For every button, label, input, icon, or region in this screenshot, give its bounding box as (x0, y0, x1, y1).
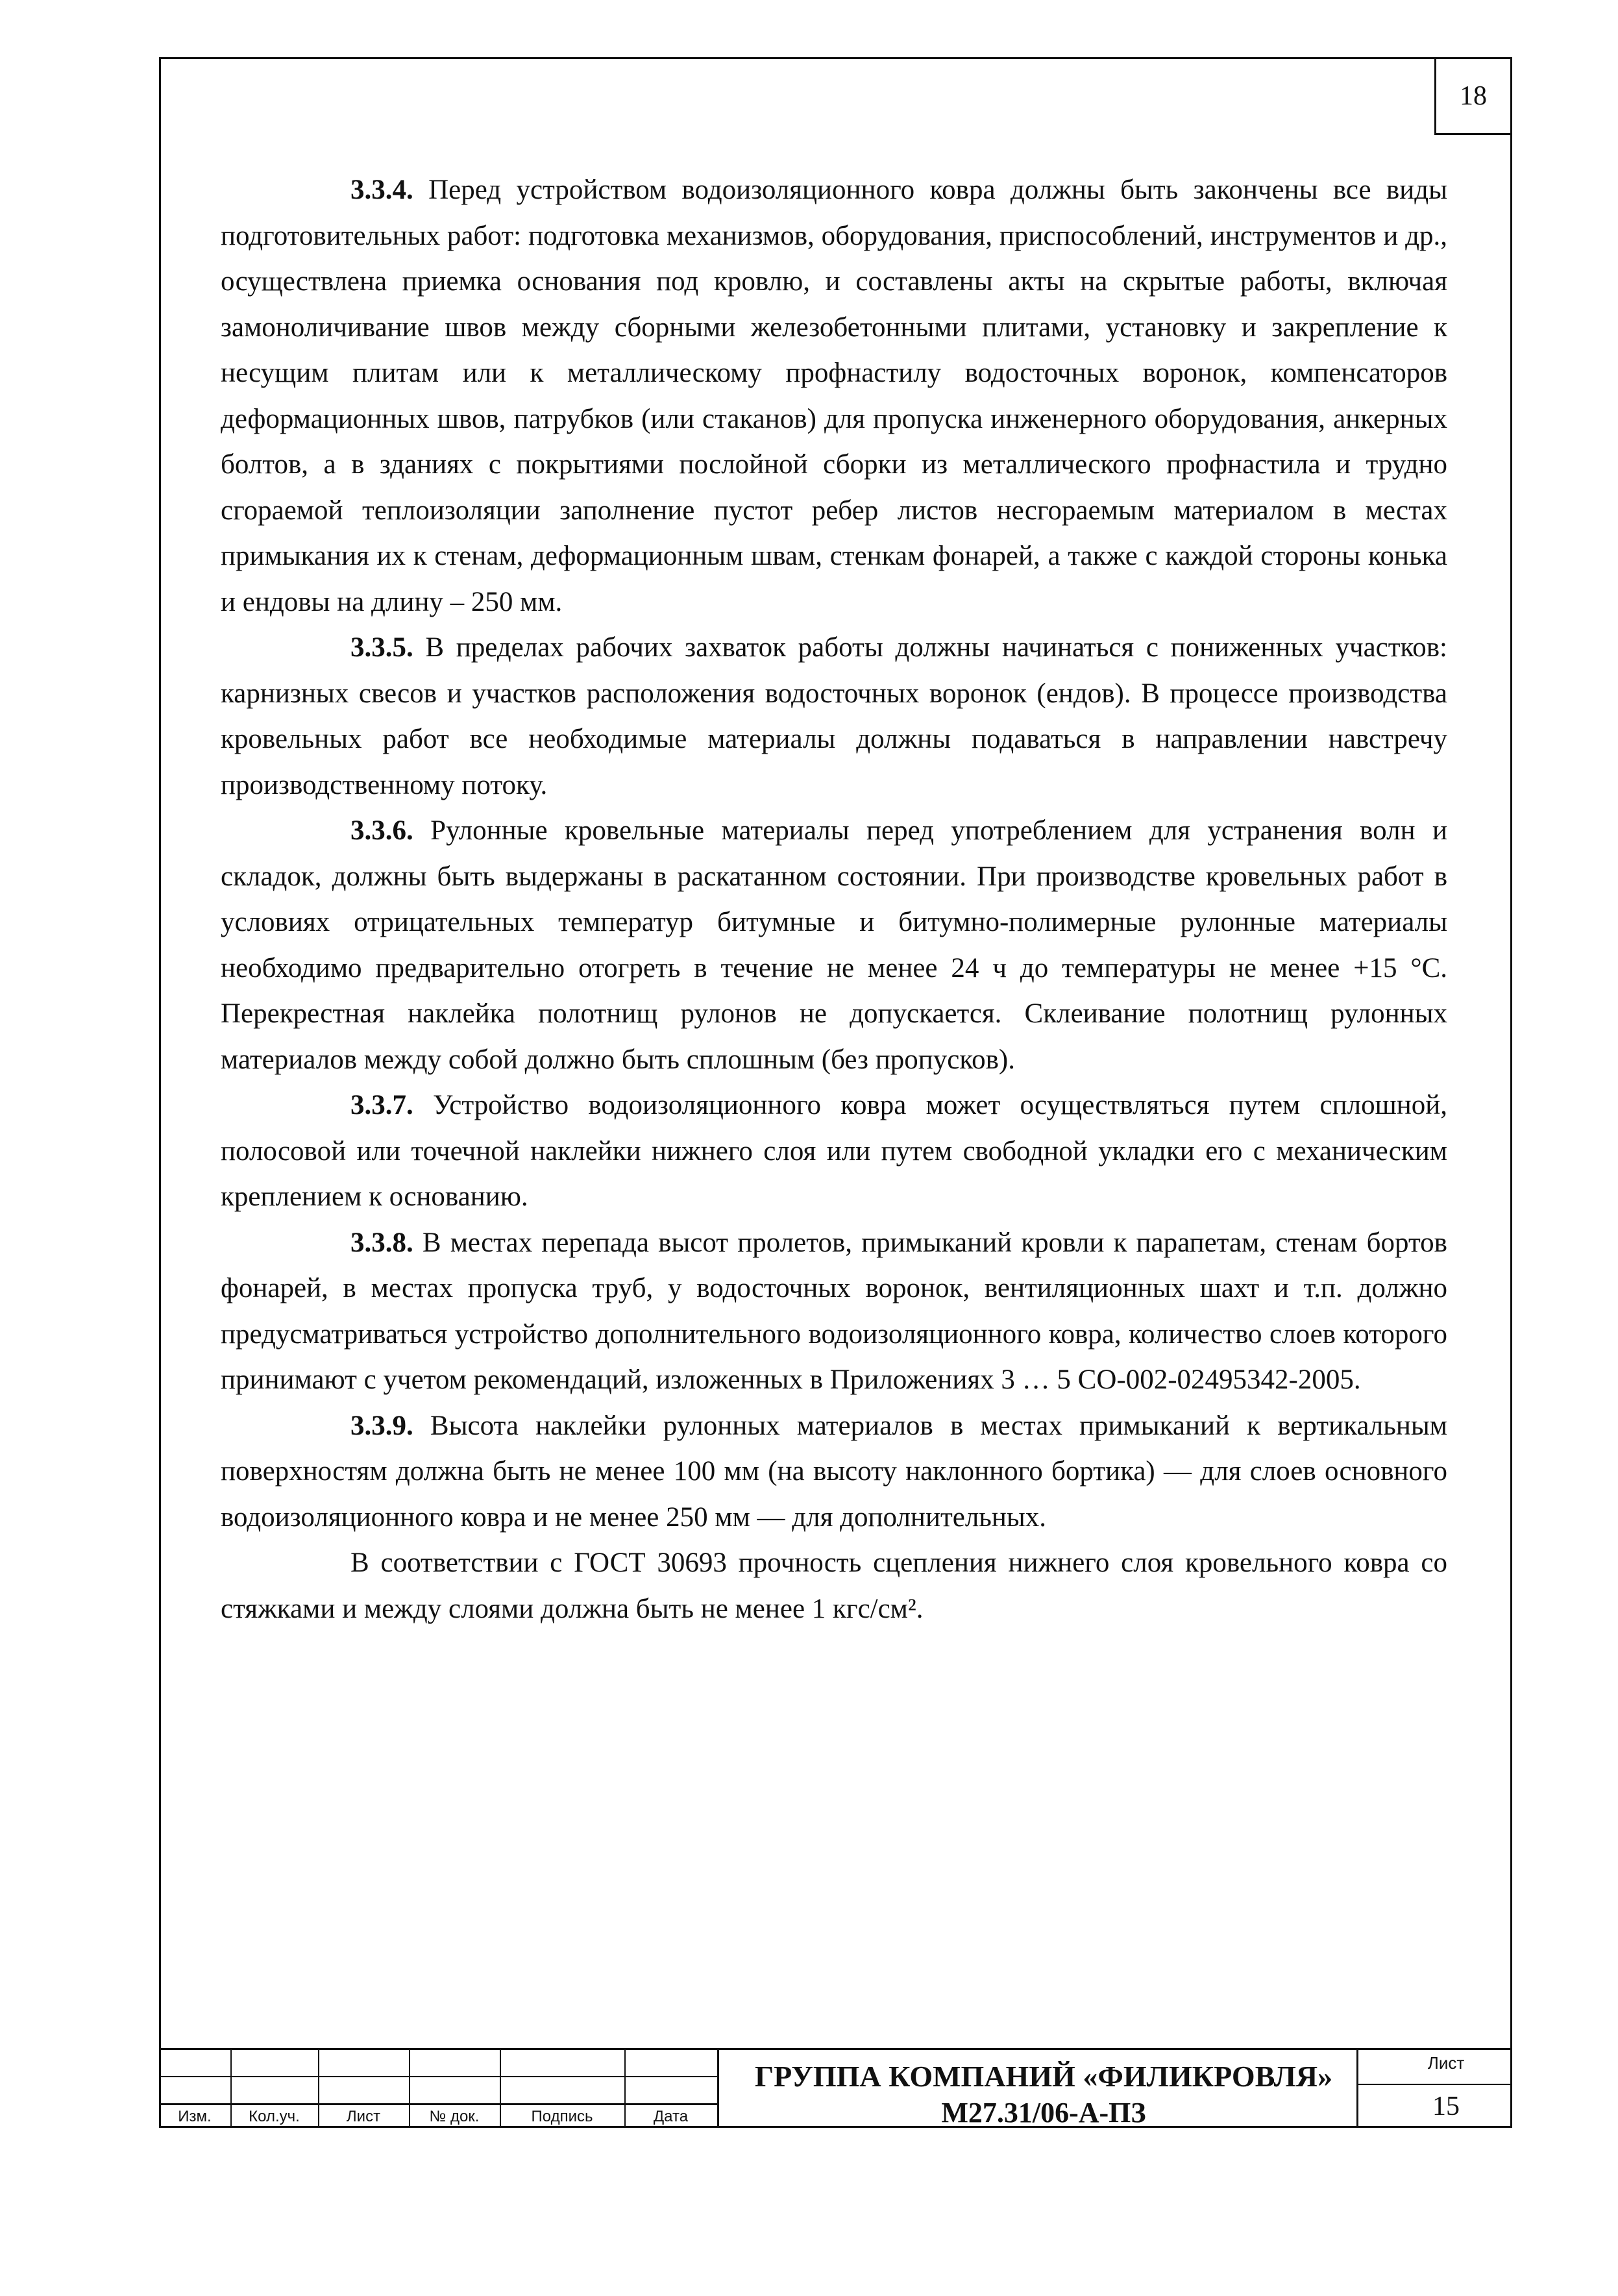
clause-text: Рулонные кровельные материалы перед употреблением для устранения волн и складок, должны быть выдержаны в раскатанном состоянии. При производстве кровельных работ в условиях отрицательных температур битумные и битумно-полимерные рулонные материалы необходимо предварительно отогреть в течение не менее 24 ч до температуры не менее +15 °С. Перекрестная наклейка полотнищ рулонов не допускается. Склеивание полотнищ рулонных материалов между собой должно быть сплошным (без пропусков). (221, 815, 1447, 1075)
paragraph-gost (221, 1540, 1447, 1632)
clause-number: 3.3.6. (350, 815, 413, 846)
stamp-col-n-dok: № док. (429, 2108, 480, 2125)
clause-text: В пределах рабочих захваток работы должны начинаться с пониженных участков: карнизных свесов и участков расположения водосточных воронок (ендов). В процессе производства кровельных работ все необходимые материалы должны подаваться в направлении навстречу производственному потоку. (221, 632, 1447, 800)
clause-text: В соответствии с ГОСТ 30693 прочность сцепления нижнего слоя кровельного ковра со стяжками и между слоями должна быть не менее 1 кгс/см². (221, 1548, 1447, 1624)
paragraph-3-3-8 (221, 1220, 1447, 1403)
sheet-label: Лист (1427, 2053, 1465, 2073)
stamp-col-podpis: Подпись (531, 2108, 593, 2125)
clause-text: Перед устройством водоизоляционного ковра должны быть закончены все виды подготовительных работ: подготовка механизмов, оборудования, приспособлений, инструментов и др., осуществлена приемка основания под кровлю, и составлены акты на скрытые работы, включая замоноличивание швов между сборными железобетонными плитами, установку и закрепление к несущим плитам или к металлическому профнастилу водосточных воронок, компенсаторов деформационных швов, патрубков (или стаканов) для пропуска инженерного оборудования, анкерных болтов, а в зданиях с покрытиями послойной сборки из металлического профнастила и трудно сгораемой теплоизоляции заполнение пустот ребер листов несгораемым материалом в местах примыкания их к стенам, деформационным швам, стенкам фонарей, а также с каждой стороны конька и ендовы на длину – 250 мм. (221, 175, 1447, 617)
stamp-col-kol-uch: Кол.уч. (249, 2108, 300, 2125)
paragraph-3-3-6 (221, 808, 1447, 1083)
stamp-col-list: Лист (346, 2108, 381, 2125)
clause-number: 3.3.5. (350, 632, 413, 663)
organization-name: ГРУППА КОМПАНИЙ «ФИЛИКРОВЛЯ» (754, 2060, 1333, 2093)
sheet-number: 15 (1432, 2092, 1460, 2121)
clause-number: 3.3.8. (350, 1227, 413, 1258)
paragraph-3-3-7 (221, 1083, 1447, 1220)
clause-number: 3.3.9. (350, 1410, 413, 1441)
stamp-col-data: Дата (653, 2108, 689, 2125)
clause-number: 3.3.4. (350, 175, 413, 205)
clause-text: В местах перепада высот пролетов, примыканий кровли к парапетам, стенам бортов фонарей, в местах пропуска труб, у водосточных воронок, вентиляционных шахт и т.п. должно предусматриваться устройство дополнительного водоизоляционного ковра, количество слоев которого принимают с учетом рекомендаций, изложенных в Приложениях 3 … 5 СО-002-02495342-2005. (221, 1227, 1447, 1395)
document-code: М27.31/06-А-ПЗ (941, 2097, 1146, 2129)
paragraph-3-3-5 (221, 625, 1447, 808)
paragraph-3-3-9 (221, 1403, 1447, 1541)
clause-text: Высота наклейки рулонных материалов в местах примыканий к вертикальным поверхностям должна быть не менее 100 мм (на высоту наклонного бортика) — для слоев основного водоизоляционного ковра и не менее 250 мм — для дополнительных. (221, 1410, 1447, 1533)
clause-number: 3.3.7. (350, 1090, 413, 1120)
paragraph-3-3-4 (221, 167, 1447, 625)
corner-page-number: 18 (1460, 81, 1487, 111)
clause-text: Устройство водоизоляционного ковра может осуществляться путем сплошной, полосовой или точечной наклейки нижнего слоя или путем свободной укладки его с механическим креплением к основанию. (221, 1090, 1447, 1212)
stamp-col-izm: Изм. (178, 2108, 212, 2125)
document-body (221, 167, 1447, 1632)
